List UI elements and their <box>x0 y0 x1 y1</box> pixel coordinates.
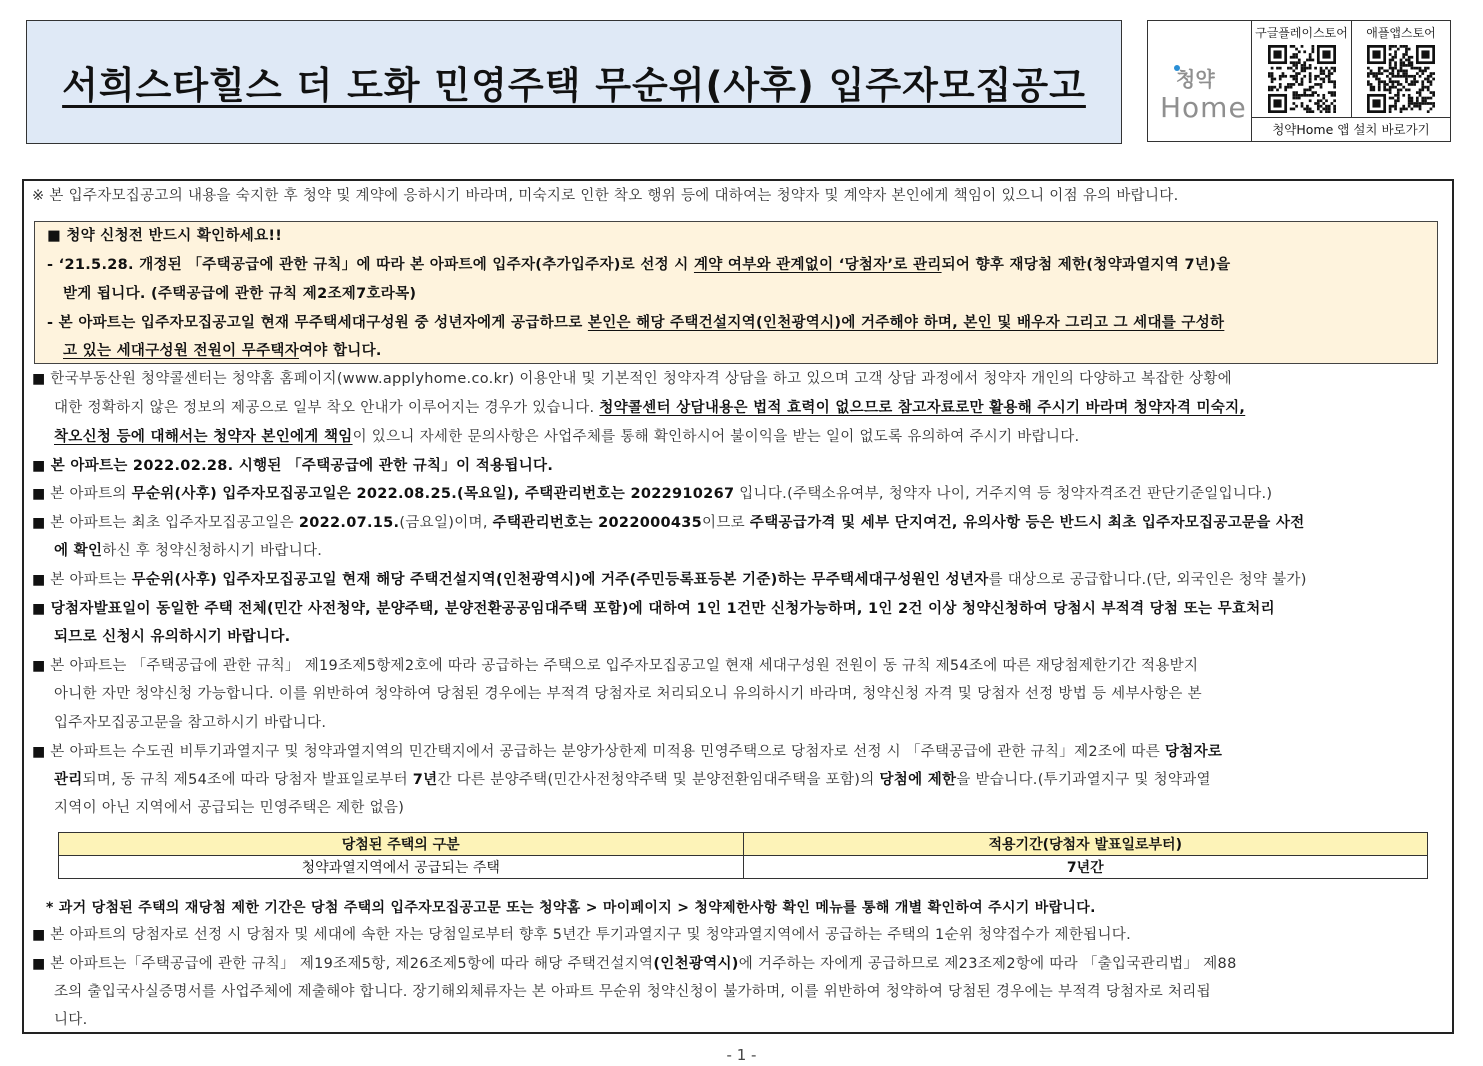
notice-paragraph-1-cont: 받게 됩니다. (주택공급에 관한 규칙 제2조제7호라목) <box>63 286 417 302</box>
list-item-cont: 에 확인하신 후 청약신청하시기 바랍니다. <box>54 543 323 559</box>
app-install-caption[interactable]: 청약Home 앱 설치 바로가기 <box>1272 122 1430 137</box>
app-store-qr-section[interactable] <box>1352 21 1450 118</box>
list-item: ■ 본 아파트의 무순위(사후) 입주자모집공고일은 2022.08.25.(목요일), 주택관리번호는 2022910267 입니다.(주택소유여부, 청약자 나이, 거주지역 등 청약자격조건 판단기준일입니다.) <box>32 486 1273 502</box>
list-item: ■ 본 아파트는 무순위(사후) 입주자모집공고일 현재 해당 주택건설지역(인천광역시)에 거주(주민등록표등본 기준)하는 무주택세대구성원인 성년자를 대상으로 공급합니다.(단, 외국인은 청약 불가) <box>32 572 1307 588</box>
list-item: ■ 본 아파트는 「주택공급에 관한 규칙」 제19조제5항제2호에 따라 공급하는 주택으로 입주자모집공고일 현재 세대구성원 전원이 동 규칙 제54조에 따른 재당첨제한기간 적용받지 <box>32 658 1199 674</box>
app-store-label: 애플앱스토어 <box>1366 26 1436 40</box>
important-notice-box <box>34 221 1438 364</box>
list-item: ■ 본 아파트는 수도권 비투기과열지구 및 청약과열지역의 민간택지에서 공급하는 분양가상한제 미적용 민영주택으로 당첨자로 선정 시 「주택공급에 관한 규칙」제2조에 따른 당첨자로 <box>32 744 1223 760</box>
table-header-row <box>59 833 1428 856</box>
logo-korean: 청약 <box>1176 67 1215 91</box>
title-box <box>26 20 1122 144</box>
list-item-cont: 지역이 아닌 지역에서 공급되는 민영주택은 제한 없음) <box>54 800 405 816</box>
notice-paragraph-1: - ‘21.5.28. 개정된 「주택공급에 관한 규칙」에 따라 본 아파트에 입주자(추가입주자)로 선정 시 계약 여부와 관계없이 ‘당첨자’로 관리되어 향후 재당첨 제한(청약과열지역 7년)을 <box>47 257 1231 273</box>
table-header-cell: 당첨된 주택의 구분 <box>59 833 744 856</box>
restriction-table <box>58 832 1428 879</box>
list-item-cont: 아니한 자만 청약신청 가능합니다. 이를 위반하여 청약하여 당첨된 경우에는 부적격 당첨자로 처리되오니 유의하시기 바라며, 청약신청 자격 및 당첨자 선정 방법 등 세부사항은 본 <box>54 686 1202 702</box>
list-item: ■ 본 아파트의 당첨자로 선정 시 당첨자 및 세대에 속한 자는 당첨일로부터 향후 5년간 투기과열지구 및 청약과열지역에서 공급하는 주택의 1순위 청약접수가 제한됩니다. <box>32 927 1131 943</box>
logo-english: Home <box>1160 91 1247 124</box>
google-play-qr-section[interactable] <box>1252 21 1352 118</box>
app-store-qr-icon[interactable] <box>1367 45 1435 113</box>
list-item: ■ 본 아파트는 최초 입주자모집공고일은 2022.07.15.(금요일)이며, 주택관리번호는 2022000435이므로 주택공급가격 및 세부 단지여건, 유의사항 등은 반드시 최초 입주자모집공고문을 사전 <box>32 515 1305 531</box>
intro-text: ※ 본 입주자모집공고의 내용을 숙지한 후 청약 및 계약에 응하시기 바라며, 미숙지로 인한 착오 행위 등에 대하여는 청약자 및 계약자 본인에게 책임이 있으니 이점 유의 바랍니다. <box>32 188 1179 204</box>
list-item-cont: 니다. <box>54 1012 88 1028</box>
applyhome-logo <box>1148 21 1252 141</box>
list-item-cont: 입주자모집공고문을 참고하시기 바랍니다. <box>54 715 327 731</box>
list-item: ■ 당첨자발표일이 동일한 주택 전체(민간 사전청약, 분양주택, 분양전환공공임대주택 포함)에 대하여 1인 1건만 신청가능하며, 1인 2건 이상 청약신청하여 당첨시 부적격 당첨 또는 무효처리 <box>32 601 1275 617</box>
list-item: ■ 본 아파트는 2022.02.28. 시행된 「주택공급에 관한 규칙」이 적용됩니다. <box>32 458 554 474</box>
table-header-cell: 적용기간(당첨자 발표일로부터) <box>743 833 1428 856</box>
list-item-cont: 착오신청 등에 대해서는 청약자 본인에게 책임이 있으니 자세한 문의사항은 사업주체를 통해 확인하시어 불이익을 받는 일이 없도록 유의하여 주시기 바랍니다. <box>54 429 1080 445</box>
notice-paragraph-2: - 본 아파트는 입주자모집공고일 현재 무주택세대구성원 중 성년자에게 공급하므로 본인은 해당 주택건설지역(인천광역시)에 거주해야 하며, 본인 및 배우자 그리고 그 세대를 구성하 <box>47 315 1225 331</box>
notice-body <box>22 179 1454 1034</box>
list-item-cont: 대한 정확하지 않은 정보의 제공으로 일부 착오 안내가 이루어지는 경우가 있습니다. 청약콜센터 상담내용은 법적 효력이 없으므로 참고자료로만 활용해 주시기 바라며 청약자격 미숙지, <box>54 400 1246 416</box>
list-item-cont: 되므로 신청시 유의하시기 바랍니다. <box>54 629 291 645</box>
google-play-qr-icon[interactable] <box>1268 45 1336 113</box>
table-cell: 7년간 <box>743 856 1428 879</box>
table-row <box>59 856 1428 879</box>
page-number: - 1 - <box>726 1046 757 1064</box>
footnote: * 과거 당첨된 주택의 재당첨 제한 기간은 당첨 주택의 입주자모집공고문 또는 청약홈 > 마이페이지 > 청약제한사항 확인 메뉴를 통해 개별 확인하여 주시기 바랍니다. <box>46 900 1096 916</box>
google-play-label: 구글플레이스토어 <box>1255 26 1348 40</box>
notice-paragraph-2-cont: 고 있는 세대구성원 전원이 무주택자여야 합니다. <box>63 343 382 359</box>
app-install-box <box>1147 20 1451 142</box>
list-item-cont: 관리되며, 동 규칙 제54조에 따라 당첨자 발표일로부터 7년간 다른 분양주택(민간사전청약주택 및 분양전환임대주택을 포함)의 당첨에 제한을 받습니다.(투기과열지구 및 청약과열 <box>54 772 1211 788</box>
list-item-cont: 조의 출입국사실증명서를 사업주체에 제출해야 합니다. 장기해외체류자는 본 아파트 무순위 청약신청이 불가하며, 이를 위반하여 청약하여 당첨된 경우에는 부적격 당첨자로 처리됩 <box>54 984 1211 1000</box>
table-cell: 청약과열지역에서 공급되는 주택 <box>59 856 744 879</box>
list-item: ■ 본 아파트는「주택공급에 관한 규칙」 제19조제5항, 제26조제5항에 따라 해당 주택건설지역(인천광역시)에 거주하는 자에게 공급하므로 제23조제2항에 따라 「출입국관리법」 제88 <box>32 956 1237 972</box>
page-title: 서희스타힐스 더 도화 민영주택 무순위(사후) 입주자모집공고 <box>62 64 1086 107</box>
list-item: ■ 한국부동산원 청약콜센터는 청약홈 홈페이지(www.applyhome.co.kr) 이용안내 및 기본적인 청약자격 상담을 하고 있으며 고객 상담 과정에서 청약자 개인의 다양하고 복잡한 상황에 <box>32 371 1232 387</box>
notice-heading: ■ 청약 신청전 반드시 확인하세요!! <box>47 228 283 244</box>
